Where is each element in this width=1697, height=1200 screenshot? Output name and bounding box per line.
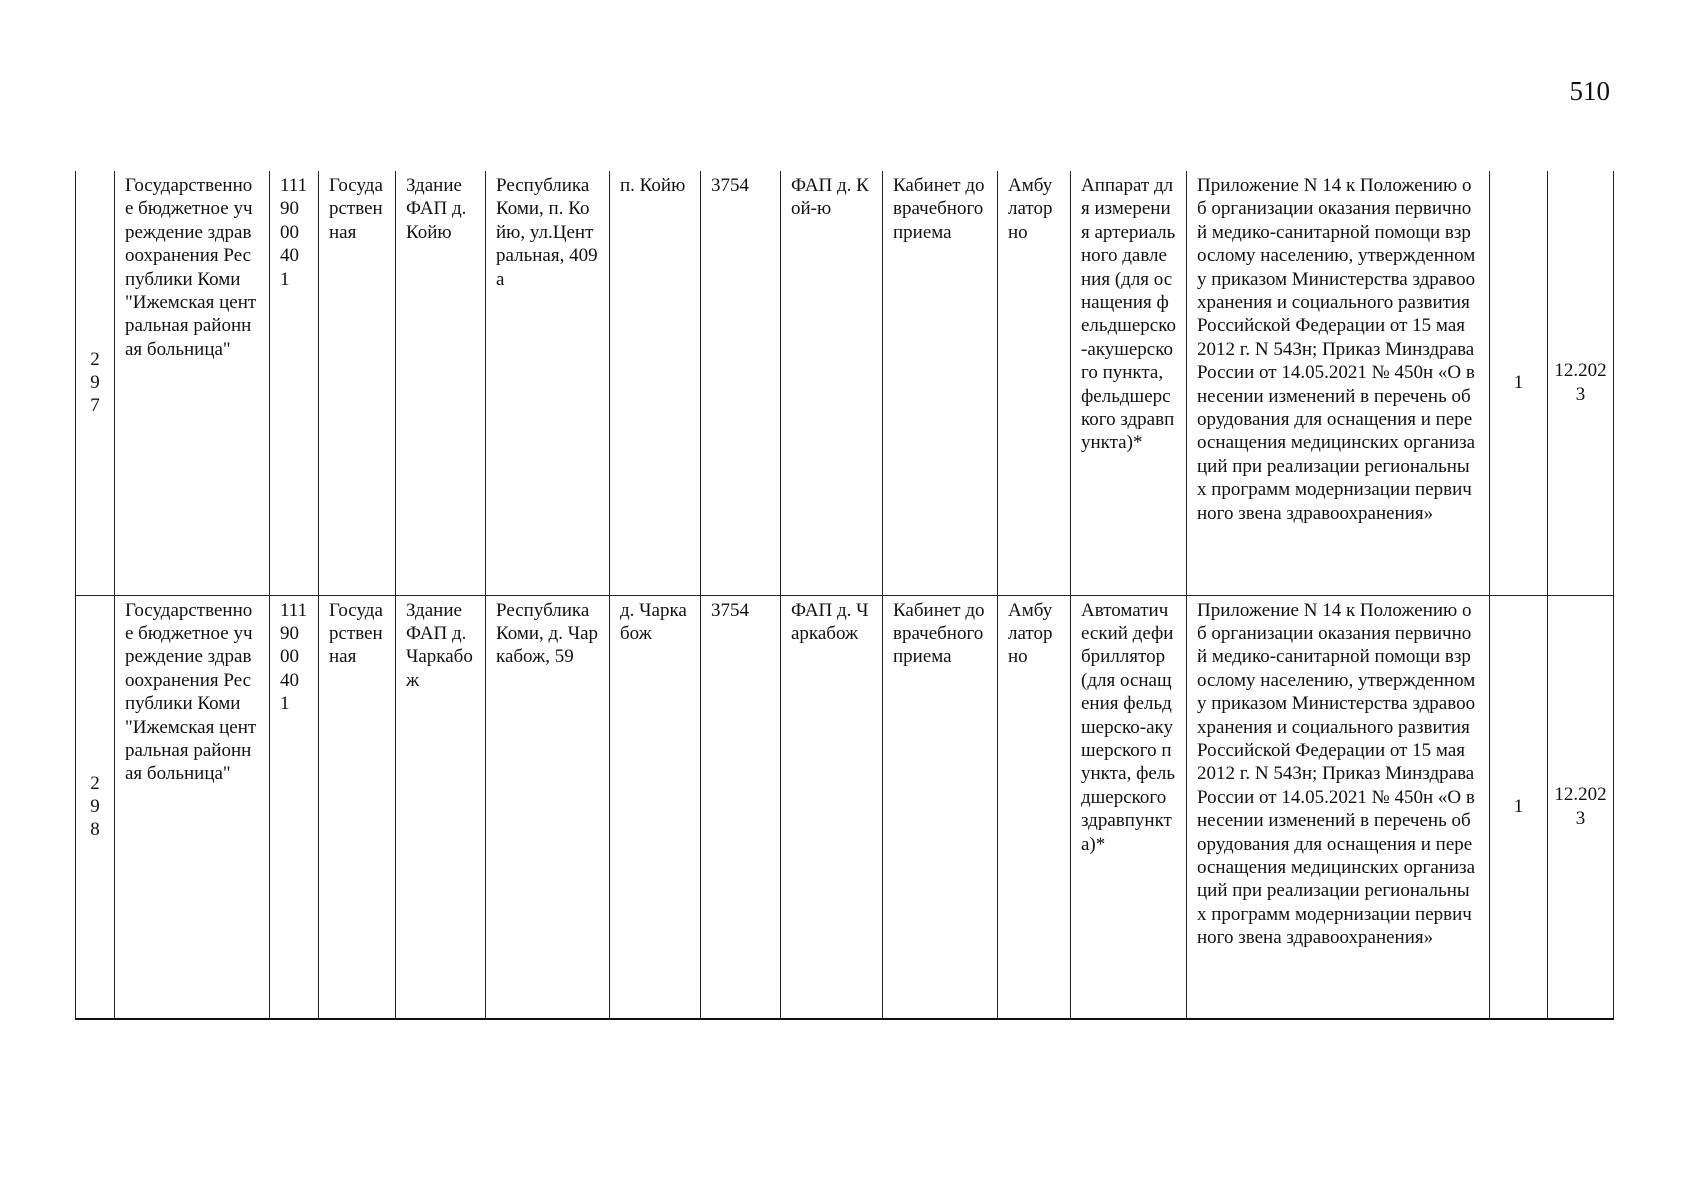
quantity-cell: 1: [1490, 595, 1548, 1019]
equipment-cell: Аппарат для измерения артериального давления (для оснащения фельдшерско-акушерского пункта, фельдшерского здравпункта)*: [1071, 171, 1187, 595]
building-cell: Здание ФАП д. Койю: [396, 171, 486, 595]
building-cell: Здание ФАП д. Чаркабож: [396, 595, 486, 1019]
date-cell: 12.2023: [1548, 171, 1614, 595]
row-number-digit: 2: [90, 349, 100, 371]
room-cell: Кабинет доврачебного приема: [883, 171, 998, 595]
basis-cell: Приложение N 14 к Положению об организации оказания первичной медико-санитарной помощи взрослому населению, утвержденному приказом Министерства здравоохранения и социального развития Российской Федерации от 15 мая 2012 г. N 543н; Приказ Минздрава России от 14.05.2021 № 450н «О внесении изменений в перечень оборудования для оснащения и переоснащения медицинских организаций при реализации региональных программ модернизации первичного звена здравоохранения»: [1187, 171, 1490, 595]
ownership-cell: Государственная: [319, 171, 396, 595]
room-cell: Кабинет доврачебного приема: [883, 595, 998, 1019]
row-number-digit: 7: [90, 395, 100, 417]
equipment-table: [75, 171, 1614, 1020]
code-cell: 1119000401: [270, 171, 319, 595]
date-cell: 12.2023: [1548, 595, 1614, 1019]
table-row: [76, 595, 1614, 1019]
row-number: [76, 171, 115, 595]
population-cell: 3754: [701, 595, 781, 1019]
organization-cell: Государственное бюджетное учреждение здравоохранения Республики Коми "Ижемская центральная районная больница": [115, 171, 270, 595]
quantity-cell: 1: [1490, 171, 1548, 595]
care-type-cell: Амбулаторно: [998, 595, 1071, 1019]
population-cell: 3754: [701, 171, 781, 595]
row-number-digit: 8: [90, 819, 100, 841]
table-row: [76, 171, 1614, 595]
unit-cell: ФАП д. Кой-ю: [781, 171, 883, 595]
organization-cell: Государственное бюджетное учреждение здравоохранения Республики Коми "Ижемская центральная районная больница": [115, 595, 270, 1019]
basis-cell: Приложение N 14 к Положению об организации оказания первичной медико-санитарной помощи взрослому населению, утвержденному приказом Министерства здравоохранения и социального развития Российской Федерации от 15 мая 2012 г. N 543н; Приказ Минздрава России от 14.05.2021 № 450н «О внесении изменений в перечень оборудования для оснащения и переоснащения медицинских организаций при реализации региональных программ модернизации первичного звена здравоохранения»: [1187, 595, 1490, 1019]
equipment-cell: Автоматический дефибриллятор (для оснащения фельдшерско-акушерского пункта, фельдшерского здравпункта)*: [1071, 595, 1187, 1019]
row-number-digit: 9: [90, 796, 100, 818]
address-cell: Республика Коми, п. Койю, ул.Центральная, 409а: [486, 171, 610, 595]
page-number: 510: [1569, 76, 1610, 106]
code-cell: 1119000401: [270, 595, 319, 1019]
address-cell: Республика Коми, д. Чаркабож, 59: [486, 595, 610, 1019]
settlement-cell: п. Койю: [610, 171, 701, 595]
care-type-cell: Амбулаторно: [998, 171, 1071, 595]
row-number: [76, 595, 115, 1019]
unit-cell: ФАП д. Чаркабож: [781, 595, 883, 1019]
row-number-digit: 9: [90, 372, 100, 394]
row-number-digit: 2: [90, 773, 100, 795]
ownership-cell: Государственная: [319, 595, 396, 1019]
settlement-cell: д. Чаркабож: [610, 595, 701, 1019]
